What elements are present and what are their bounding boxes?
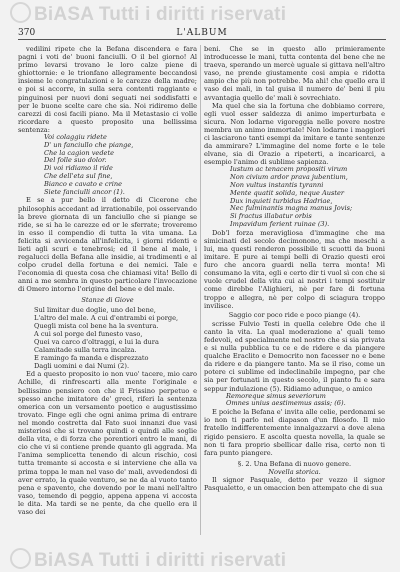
verse-line: Non civium ardor prava jubentium, <box>230 173 348 182</box>
verse-line: Iustum ac tenacem propositi virum <box>230 165 348 174</box>
page-header <box>18 28 386 40</box>
verse-line: Di voi ridiamo il ride <box>44 164 113 173</box>
verse-line: Del folle suo dolor. <box>44 156 107 165</box>
verse-block <box>18 306 197 371</box>
verse-line: Remoreque simus severiorum <box>226 391 326 400</box>
verse-line: Saggio cor poco ride e poco piange (4). <box>228 310 361 319</box>
paragraph: Ed a questo proposito io non vuo' tacere, mio caro Achille, di rinfrescarti alla mente l'originale e bellissimo pensiero con che il Frissino perpetuo e spesso anche imitatore de' greci, riferi la sentenza omerica con un versamento poetico e augustissimo trovato. Finge egli che ogni anima prima di entrare nel mondo costretta dal Fato suoi innanzi due vasi misteriosi che si trovano quindi e quindi alle soglie della vita, e di forza che porentiori entro le mani, di cio che vi si contiene prende quanto gli aggrada. Ma l'anima semplicetta tenendo di alcun rischio, cosi tutta tremante si accosta e si interviene che alla va prima toppa le man nel vaso de' mali, avvedendosi di aver errato, la quale venturo, se ne da al vuoto tanto pena e spavento, che dovendo por le mani nell'altro vaso, temendo di peggio, appena appena vi accosta le dita. Ma tardi se ne pente, da che quello era il vaso dei <box>18 370 197 516</box>
verse-line: Si fractus illabatur orbis <box>230 212 312 221</box>
verse-line: L'altro del male. A cui d'entrambi ei porge, <box>34 313 179 322</box>
paragraph: Il signor Pasquale, detto per vezzo il signor Pasqualetto, e un omaccion ben attempato che di sua <box>204 476 385 493</box>
verse-line: Che dell'eta sul fine, <box>44 172 113 181</box>
verse-line: Che la cagion vedete <box>44 148 114 157</box>
right-column <box>204 45 385 492</box>
verse-line: A cui sol porge del funesto vaso, <box>34 329 143 338</box>
verse-line: Omnes unius aestimemus assis; (6). <box>226 399 346 408</box>
verse-line: Quei va carco d'oltraggi, e lui la dura <box>34 338 159 346</box>
verse-line: Voi colaggiu ridete <box>44 133 107 142</box>
section-title: §. 2. Una Befana di nuovo genere. <box>237 459 352 468</box>
verse-line: Dagli uomini e dai Numi (2). <box>34 362 130 371</box>
paragraph: E poiche la Befana e' invita alle celie, perdonami se io non ti parlo nel diapason d'un filosofo. Il mio fratello indifferentemente innalgazzarvi a dove alena rigido pensiero. E ascolta questa novella, la quale se non ti fara proprio sbellicar dalle risa, certo non ti fara punto piangere. <box>204 408 385 457</box>
verse-line: E ramingo fa manda e disprezzato <box>34 354 149 363</box>
section-subtitle: Novella storica. <box>268 467 321 476</box>
verse-title: Stanze di Giove <box>81 295 134 304</box>
verse-line: Nec fulminantis magna manus Jovis; <box>230 204 353 213</box>
left-column <box>18 45 197 516</box>
journal-title: L'ALBUM <box>176 28 228 38</box>
verse-line: D' un fanciullo che piange, <box>44 140 134 149</box>
verse-line: Sul limitar due doglie, uno del bene, <box>34 305 156 314</box>
paragraph: Dob'l forza meravigliosa d'immagine che ma simicinati del secolo decimonono, ma che meschi a lui, ma questi renderon possibile ti scuotti da buoni imitare. E pure ai tempi belli di Orazio questi eroi furo che ancora guardi nella terra monta! Mi consumano la vita, egli e certo dir ti vuol sì con che si vuole crudel della vita cui ai nostri i tempi sostituir come direbbe l'Alighieri, nè per fare di fortuna troppo e allegra, nè per colpo di sciagura troppo invilisce. <box>204 228 385 310</box>
page-number: 370 <box>18 28 36 38</box>
verse-line: Dux inquieti turbidus Hadriae, <box>230 196 333 205</box>
library-seal-icon <box>10 548 31 569</box>
verse-line: Non vultus instantis tyranni <box>230 181 324 189</box>
verse-line: Siete fanciulli ancor (1). <box>44 187 125 196</box>
verse-block <box>204 166 385 228</box>
verse-line: Quegli mista col bene ha la sventura. <box>34 321 159 330</box>
column-divider <box>200 45 201 535</box>
verse-line: Bianco e cavato e crine <box>44 179 122 188</box>
library-seal-icon <box>10 2 31 23</box>
verse-line: Mente quatit solida, neque Auster <box>230 188 345 197</box>
watermark-top: BiASA Tutti i diritti riservati <box>10 2 286 26</box>
paragraph: scrisse Fulvio Testi in quella celebre Ode che il canto la vita. La qual moderazione a' quali temo fedevoli, ed specialmente nel nostro che si sia privata e si nulla pubblica tu ce e de ridere e da piangere qualche Eraclito e Democrito non facesser no e bene da ridere e da piangere tanto. Ma se il riso, come un potere ci sublime ed indeclinabile impegno, par che sia per fortunati in questo secolo, il pianto fu e sara seppur indulazione (5). Ridiamo adunque, o amico <box>204 319 385 393</box>
verse-line: Impavidum ferient ruinae (3). <box>230 219 330 228</box>
verse-block <box>204 393 385 409</box>
watermark-bottom: BiASA Tutti i diritti riservati <box>10 548 286 572</box>
paragraph: E se a pur bello il detto di Cicerone che philosophis accedant ad irrationabile, poi osservando la breve giornata di un fanciullo che si piange se ride, se si ha le carezze ed or le sferrate; troveremo in esso il compendio di tutta la vita umana. La felicita si avvicenda all'infelicita, i giorni ridenti e lieti agli scuri e tenebrosi; ed il bene al male, i regalucci della Befana alle insidie, ai tradimenti e al colpo crudel della fortuna e dei nemici. Tale e l'economia di questa cosa che chiamasi vita! Bello di anni a me sembra in questo particolare l'invocazione di Omero intorno l'origine del bene e del male. <box>18 196 197 294</box>
verse-line: Calamitade sulla terra incalza. <box>34 346 137 355</box>
verse-block <box>18 134 197 196</box>
paragraph: vedilini ripete che la Befana discendera e fara pagni i voti de' buoni fanciulli. O il bel giorno! Al primo levarsi trovano le loro calze piene di ghiottornie: e le trionfano allegramente beccandosi insieme le congratulazioni e le carezze della madre; e poi si accorre, in sulla sera contenti raggiante e pinguinosi per nuovi doni seguati nei soddisfatti e per le buone scelte care che sia. Noi ridiremo delle carezzi di cosi facili piano. Ma il Metastasio ci volle ricordare a questo proposito una bellissima sentenza: <box>18 45 197 134</box>
paragraph: beni. Che se in questo allo primieramente introducesse le mani, tutta contenta del bene che ne traeva, sperando un mercè uguale si gittava nell'altro vaso, ne prende giustamente cosi ampia e ridotta ampio che più non potrebbe. Ma ahi! che quello era il vaso dei mali, in tal guisa il numero de' beni il piu avvantagia quello de' mali è sovrechiato. <box>204 45 385 102</box>
paragraph: Ma quel che sia la fortuna che dobbiamo correre, egli vuol esser saldezza di animo imperturbata e sicura. Non lodarne vigoreggia nelle povere nostre membra un animo immortale! Non lodarne i maggiori ci lasciarono tanti esempi da imitare e tante sentenze da ammirare? L'immagine del nome forte e le tele elvane, sia di Orazio a ripeterti, a incaricarci, a esempio l'animo di sublime sapienza. <box>204 101 385 167</box>
